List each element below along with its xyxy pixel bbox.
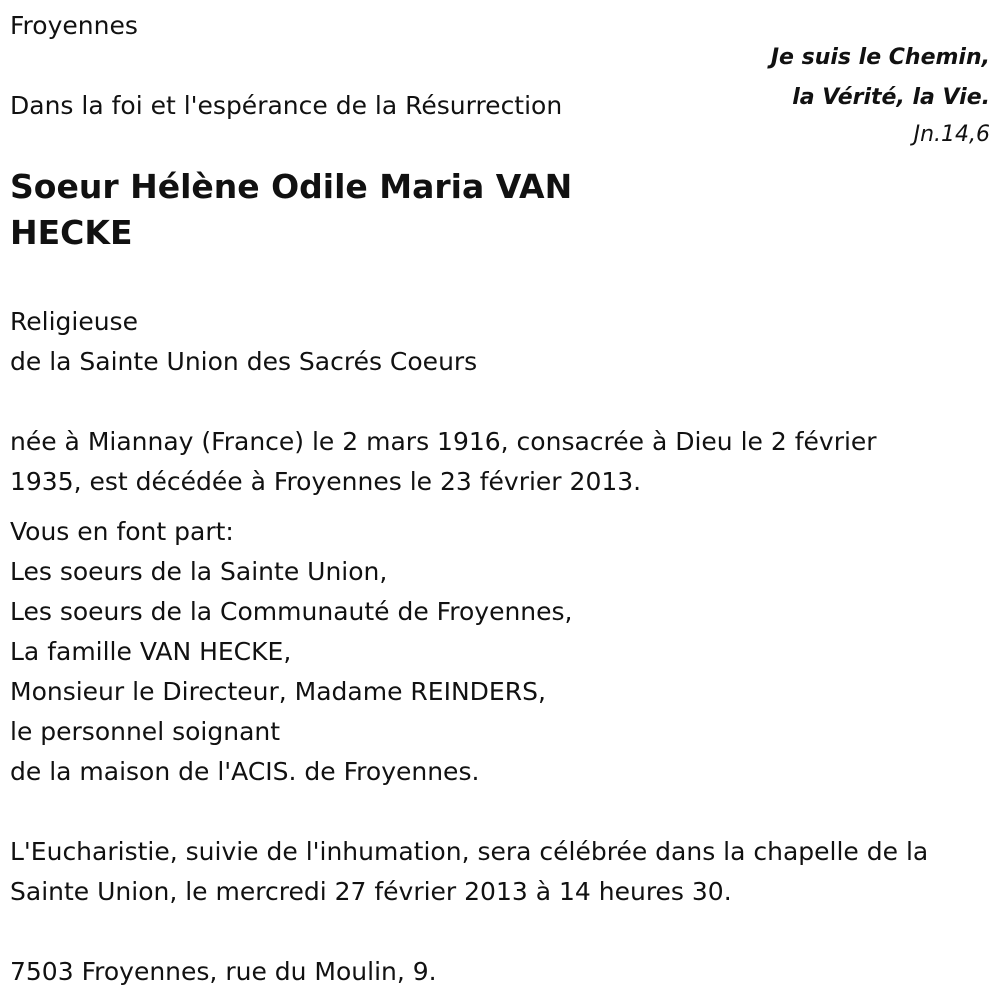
vocation-line-1: Religieuse bbox=[10, 307, 138, 336]
announcers-intro: Vous en font part: bbox=[10, 517, 234, 546]
faith-line: Dans la foi et l'espérance de la Résurrection bbox=[10, 91, 563, 120]
quote-line-2: la Vérité, la Vie. bbox=[792, 85, 990, 110]
place-name: Froyennes bbox=[10, 11, 138, 40]
quote-line-1: Je suis le Chemin, bbox=[770, 45, 990, 70]
announcer-item: Monsieur le Directeur, Madame REINDERS, bbox=[10, 677, 546, 706]
announcer-item: Les soeurs de la Sainte Union, bbox=[10, 557, 388, 586]
quote-reference: Jn.14,6 bbox=[913, 122, 990, 147]
deceased-name-line-1: Soeur Hélène Odile Maria VAN bbox=[10, 167, 573, 206]
biography-line-1: née à Miannay (France) le 2 mars 1916, consacrée à Dieu le 2 février bbox=[10, 427, 877, 456]
biography-line-2: 1935, est décédée à Froyennes le 23 février 2013. bbox=[10, 467, 642, 496]
vocation-line-2: de la Sainte Union des Sacrés Coeurs bbox=[10, 347, 478, 376]
address: 7503 Froyennes, rue du Moulin, 9. bbox=[10, 957, 437, 986]
announcer-item: de la maison de l'ACIS. de Froyennes. bbox=[10, 757, 480, 786]
announcer-item: La famille VAN HECKE, bbox=[10, 637, 292, 666]
ceremony-line-2: Sainte Union, le mercredi 27 février 2013 à 14 heures 30. bbox=[10, 877, 732, 906]
ceremony-line-1: L'Eucharistie, suivie de l'inhumation, sera célébrée dans la chapelle de la bbox=[10, 837, 929, 866]
announcer-item: le personnel soignant bbox=[10, 717, 281, 746]
announcer-item: Les soeurs de la Communauté de Froyennes, bbox=[10, 597, 573, 626]
deceased-name-line-2: HECKE bbox=[10, 213, 133, 252]
